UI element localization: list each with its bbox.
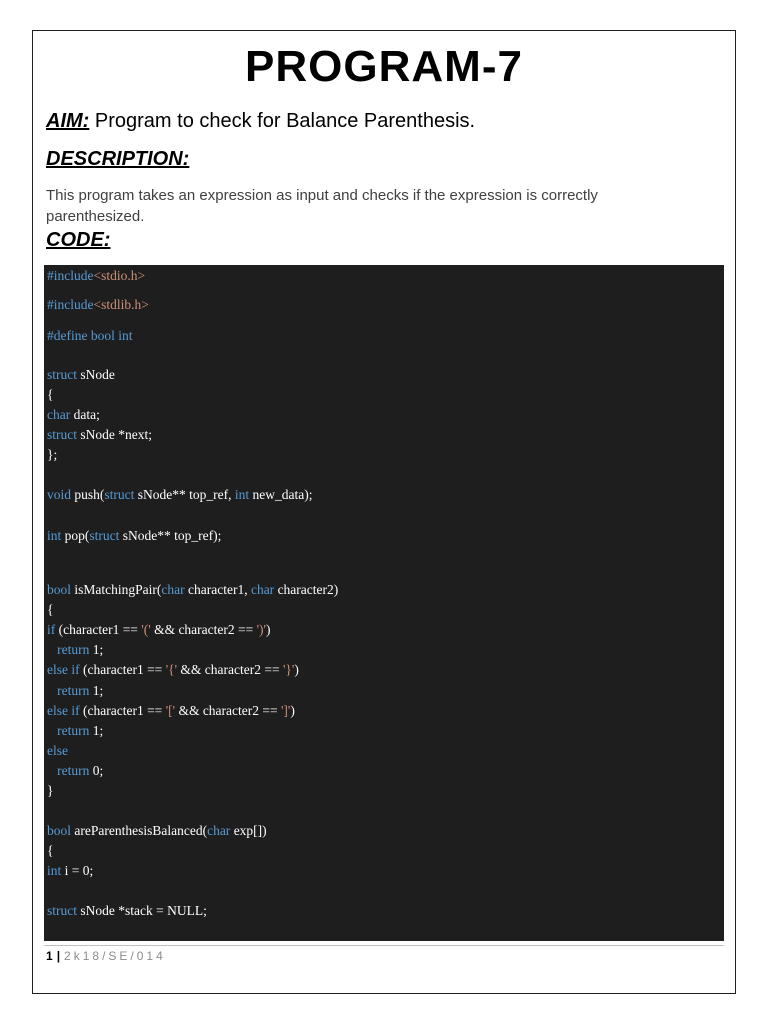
code-text [47,642,57,657]
code-keyword: return [57,723,90,738]
code-text: sNode *next; [77,427,152,442]
code-keyword: bool [47,823,72,838]
code-string: '[' [165,703,176,718]
code-string: ')' [256,622,266,637]
code-keyword: struct [47,427,77,442]
code-keyword: int [47,863,62,878]
footer-separator: | [56,949,61,963]
code-keyword: else [47,743,68,758]
code-text: areParenthesisBalanced( [71,823,208,838]
code-text: && character2 == [175,703,281,718]
code-keyword: char [161,582,185,597]
code-text: ) [294,662,299,677]
code-text [47,723,57,738]
code-line [47,783,53,799]
code-line [47,823,267,839]
roll-number: 2k18/SE/014 [64,949,166,963]
code-string: ']' [281,703,291,718]
code-keyword: struct [89,528,120,543]
code-line [47,407,100,423]
aim-line [46,110,475,133]
code-text: sNode** top_ref, [134,487,235,502]
code-string: '{' [165,662,178,677]
code-string: <stdlib.h> [93,297,149,312]
code-line [47,528,221,544]
code-keyword: #define bool int [47,328,133,343]
code-keyword: char [250,582,275,597]
code-string: '(' [141,622,151,637]
code-line [47,602,53,618]
code-text: data; [70,407,100,422]
code-text: isMatchingPair( [71,582,162,597]
aim-label: AIM: [46,110,90,132]
code-keyword: struct [104,487,135,502]
code-line [47,622,271,638]
code-text: sNode [77,367,115,382]
description-text: This program takes an expression as input and checks if the expression is correctly parenthesized. [46,187,598,225]
code-text: exp[]) [230,823,267,838]
code-keyword: bool [47,582,72,597]
code-line [47,268,145,284]
code-text: 1; [89,723,104,738]
code-text [47,683,57,698]
code-keyword: if [47,622,56,637]
aim-text: Program to check for Balance Parenthesis. [89,110,476,132]
code-keyword: return [57,683,90,698]
footer-divider [44,945,724,946]
code-string: '}' [282,662,295,677]
code-block [44,265,724,941]
code-line [47,642,103,658]
code-text: && character2 == [177,662,283,677]
code-text [47,763,57,778]
code-keyword: int [234,487,250,502]
page-title: PROGRAM-7 [245,42,523,91]
code-text: (character1 == [79,662,166,677]
code-keyword: else if [47,703,80,718]
code-text: 0; [89,763,104,778]
code-line [47,487,313,503]
code-text: { [47,843,54,858]
code-keyword: char [47,407,71,422]
code-keyword: struct [47,367,77,382]
code-keyword: return [57,763,90,778]
code-text: character2) [274,582,339,597]
code-text: sNode** top_ref); [119,528,222,543]
page-footer [46,949,166,963]
code-line [47,427,152,443]
code-line [47,903,207,919]
code-line [47,582,338,598]
code-text: i = 0; [61,863,94,878]
code-keyword: struct [47,903,77,918]
code-line [47,743,68,759]
code-line [47,723,103,739]
code-line [47,367,115,383]
code-text: character1, [184,582,251,597]
code-line [47,662,299,678]
code-keyword: void [47,487,72,502]
code-text: push( [71,487,105,502]
code-keyword: #include [47,297,94,312]
code-line [47,683,103,699]
code-text: && character2 == [150,622,257,637]
code-line [47,843,53,859]
code-line [47,447,57,463]
code-keyword: #include [47,268,94,283]
code-heading: CODE: [46,229,111,251]
code-text: sNode *stack = NULL; [77,903,207,918]
code-text: 1; [89,683,104,698]
code-text: 1; [89,642,104,657]
code-keyword: return [57,642,90,657]
code-text: new_data); [249,487,313,502]
code-line [47,387,53,403]
code-text: (character1 == [79,703,166,718]
code-keyword: else if [47,662,80,677]
code-text: { [47,387,54,402]
code-string: <stdio.h> [93,268,146,283]
code-line [47,328,132,344]
code-text: pop( [61,528,90,543]
code-text: ) [290,703,295,718]
code-text: (character1 == [55,622,142,637]
code-line [47,863,93,879]
code-text: }; [47,447,58,462]
code-text: { [47,602,54,617]
code-line [47,763,103,779]
description-heading: DESCRIPTION: [46,148,190,170]
code-text: } [47,783,54,798]
code-keyword: int [47,528,62,543]
code-line [47,703,295,719]
code-keyword: char [207,823,231,838]
code-line [47,297,149,313]
code-text: ) [266,622,271,637]
page-number: 1 [46,949,53,963]
